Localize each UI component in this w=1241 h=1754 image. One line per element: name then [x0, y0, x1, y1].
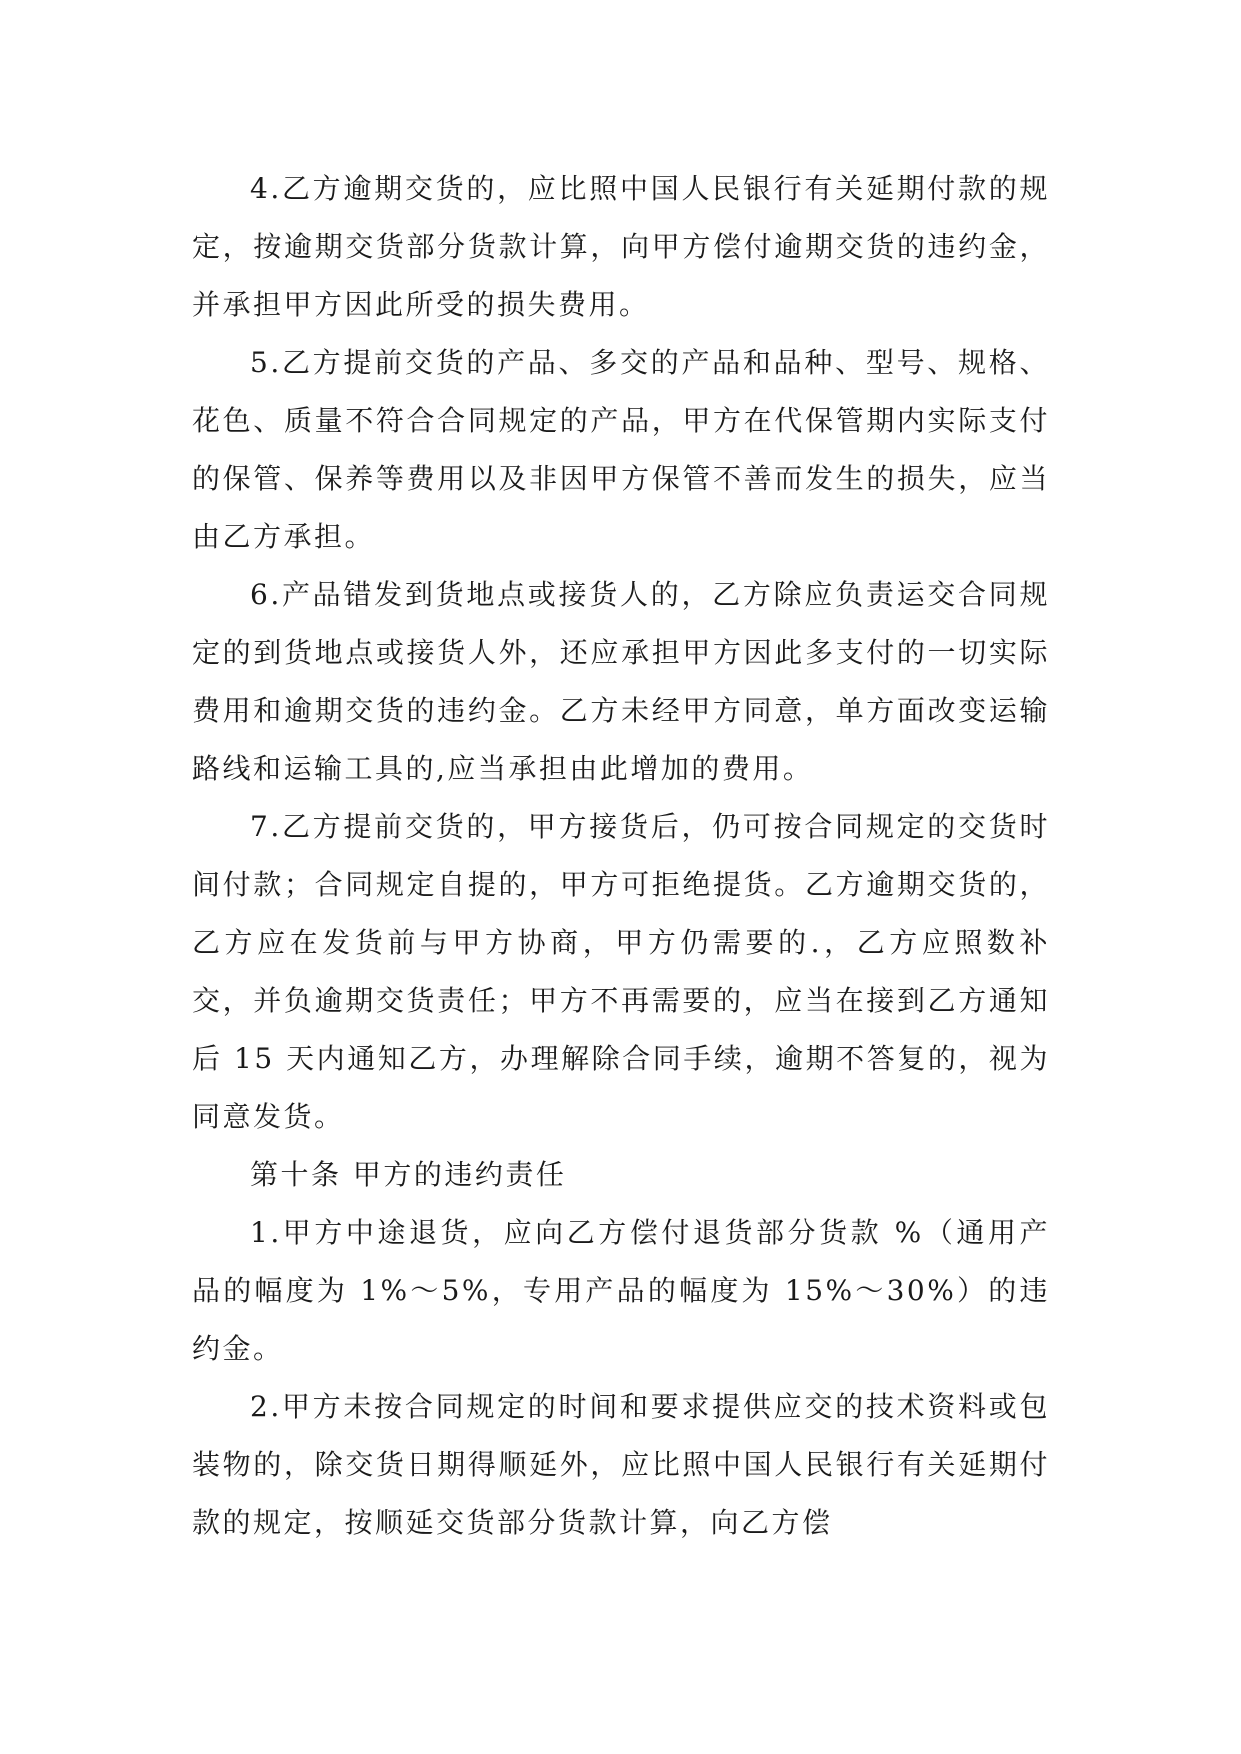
article-10-heading: 第十条 甲方的违约责任 — [250, 1158, 567, 1191]
clause-6-paragraph: 6.产品错发到货地点或接货人的，乙方除应负责运交合同规定的到货地点或接货人外，还应承担甲方因此多支付的一切实际费用和逾期交货的违约金。乙方未经甲方同意，单方面改变运输路线和运输工具的,应当承担由此增加的费用。 — [192, 578, 1050, 785]
document-page — [192, 160, 1050, 1552]
clause-7-paragraph: 7.乙方提前交货的，甲方接货后，仍可按合同规定的交货时间付款；合同规定自提的，甲方可拒绝提货。乙方逾期交货的，乙方应在发货前与甲方协商，甲方仍需要的.，乙方应照数补交，并负逾期交货责任；甲方不再需要的，应当在接到乙方通知后 15 天内通知乙方，办理解除合同手续，逾期不答复的，视为同意发货。 — [192, 810, 1050, 1133]
clause-4-paragraph: 4.乙方逾期交货的，应比照中国人民银行有关延期付款的规定，按逾期交货部分货款计算，向甲方偿付逾期交货的违约金，并承担甲方因此所受的损失费用。 — [192, 172, 1050, 321]
clause-5-paragraph: 5.乙方提前交货的产品、多交的产品和品种、型号、规格、花色、质量不符合合同规定的产品，甲方在代保管期内实际支付的保管、保养等费用以及非因甲方保管不善而发生的损失，应当由乙方承担。 — [192, 346, 1050, 553]
article-10-clause-2-paragraph: 2.甲方未按合同规定的时间和要求提供应交的技术资料或包装物的，除交货日期得顺延外，应比照中国人民银行有关延期付款的规定，按顺延交货部分货款计算，向乙方偿 — [192, 1390, 1050, 1539]
article-10-clause-1-paragraph: 1.甲方中途退货，应向乙方偿付退货部分货款 %（通用产品的幅度为 1%～5%，专用产品的幅度为 15%～30%）的违约金。 — [192, 1216, 1050, 1365]
